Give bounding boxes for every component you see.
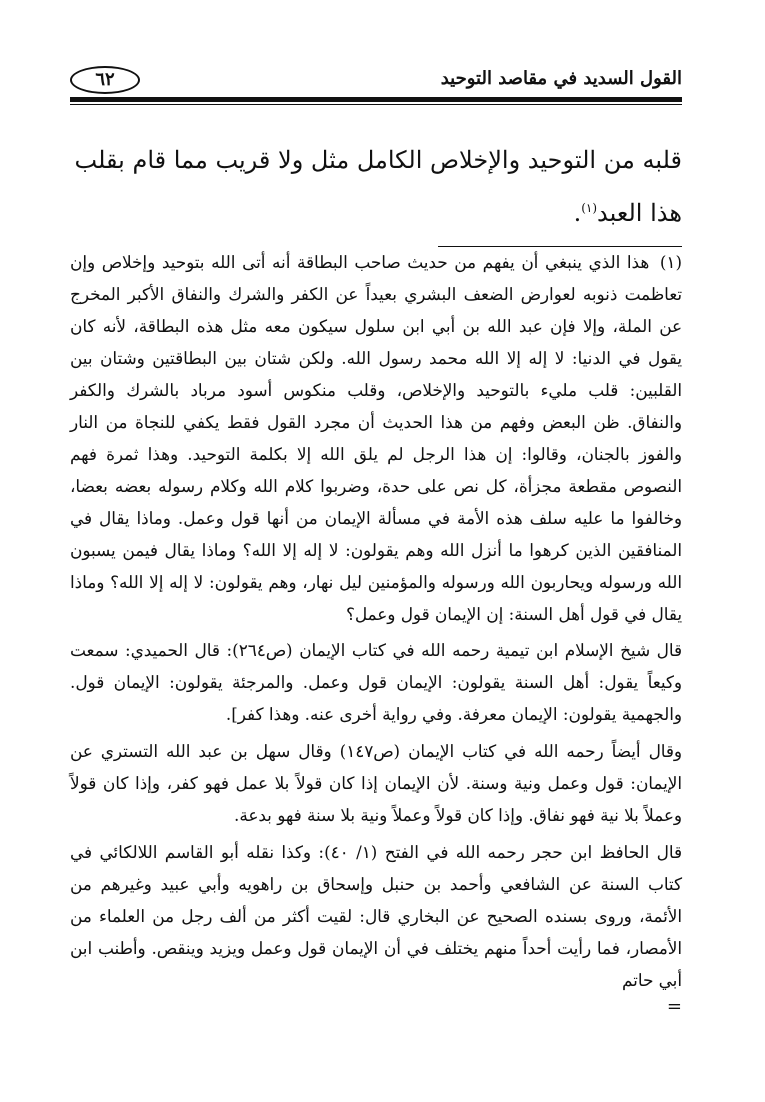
main-text-end: . xyxy=(573,199,582,227)
quote-ibn-taymiyya-1: قال شيخ الإسلام ابن تيمية رحمه الله في كتاب الإيمان (ص٢٦٤): قال الحميدي: سمعت وكيعاً يقول: أهل السنة يقولون: الإيمان قول وعمل. والمرجئة يقولون: الإيمان قول. والجهمية يقولون: الإيمان معرفة. وفي رواية أخرى عنه. وهذا كفر]. xyxy=(70,640,682,724)
main-text-body: قلبه من التوحيد والإخلاص الكامل مثل ولا قريب مما قام بقلب هذا العبد xyxy=(74,146,682,227)
footnotes xyxy=(70,246,682,1017)
footnote-reference: (١) xyxy=(581,201,598,215)
header-rule-thick xyxy=(70,97,682,102)
running-title: القول السديد في مقاصد التوحيد xyxy=(440,68,682,89)
footnote-1 xyxy=(70,246,682,630)
page-header xyxy=(70,62,682,102)
main-text xyxy=(70,136,682,237)
quote-ibn-hajar: قال الحافظ ابن حجر رحمه الله في الفتح (١/ ٤٠): وكذا نقله أبو القاسم اللالكائي في كتاب السنة عن الشافعي وأحمد بن حنبل وإسحاق بن راهويه وأبي عبيد وغيرهم من الأئمة، وروى بسنده الصحيح عن البخاري قال: لقيت أكثر من ألف رجل من العلماء من الأمصار، فما رأيت أحداً منهم يختلف في أن الإيمان قول وعمل ويزيد وينقص. وأطنب ابن أبي حاتم xyxy=(70,842,682,990)
continuation-mark: = xyxy=(666,996,682,1017)
quote-ibn-taymiyya-2: وقال أيضاً رحمه الله في كتاب الإيمان (ص١٤٧) وقال سهل بن عبد الله التستري عن الإيمان: قول وعمل ونية وسنة. لأن الإيمان إذا كان قولاً بلا عمل فهو كفر، وإذا كان قولاً وعملاً بلا نية فهو نفاق. وإذا كان قولاً وعملاً ونية بلا سنة فهو بدعة. xyxy=(70,741,682,825)
footnote-number: (١) xyxy=(659,252,682,272)
page-number: ٦٢ xyxy=(70,66,140,94)
footnote-1-text: هذا الذي ينبغي أن يفهم من حديث صاحب البطاقة أنه أتى الله بتوحيد وإخلاص وإن تعاظمت ذنوبه لعوارض الضعف البشري بعيداً عن الكفر والشرك والنفاق الأكبر المخرج عن الملة، وإلا فإن عبد الله بن أبي ابن سلول سيكون معه مثل هذه البطاقة، لأنه كان يقول في الدنيا: لا إله إلا الله محمد رسول الله. ولكن شتان بين البطاقتين وشتان بين القلبين: قلب مليء بالتوحيد والإخلاص، وقلب منكوس أسود مرباد بالشرك والكفر والنفاق. ظن البعض وفهم من هذا الحديث أن مجرد القول فقط يكفي للنجاة من النار والفوز بالجنان، وقالوا: إن هذا الرجل لم يلق الله إلا بكلمة التوحيد. وهذا ثمرة فهم النصوص مقطعة مجزأة، كل نص على حدة، وضربوا كلام الله وكلام رسوله بعضه بعضا، وخالفوا ما عليه سلف هذه الأمة في مسألة الإيمان من أنها قول وعمل. وماذا يقال في المنافقين الذين كرهوا ما أنزل الله وهم يقولون: لا إله إلا الله؟ وماذا يقال فيمن يسبون الله ورسوله ويحاربون الله ورسوله والمؤمنين ليل نهار، وهم يقولون: لا إله إلا الله؟ وماذا يقال في قول أهل السنة: إن الإيمان قول وعمل؟ xyxy=(70,252,682,624)
header-rule-thin xyxy=(70,104,682,105)
